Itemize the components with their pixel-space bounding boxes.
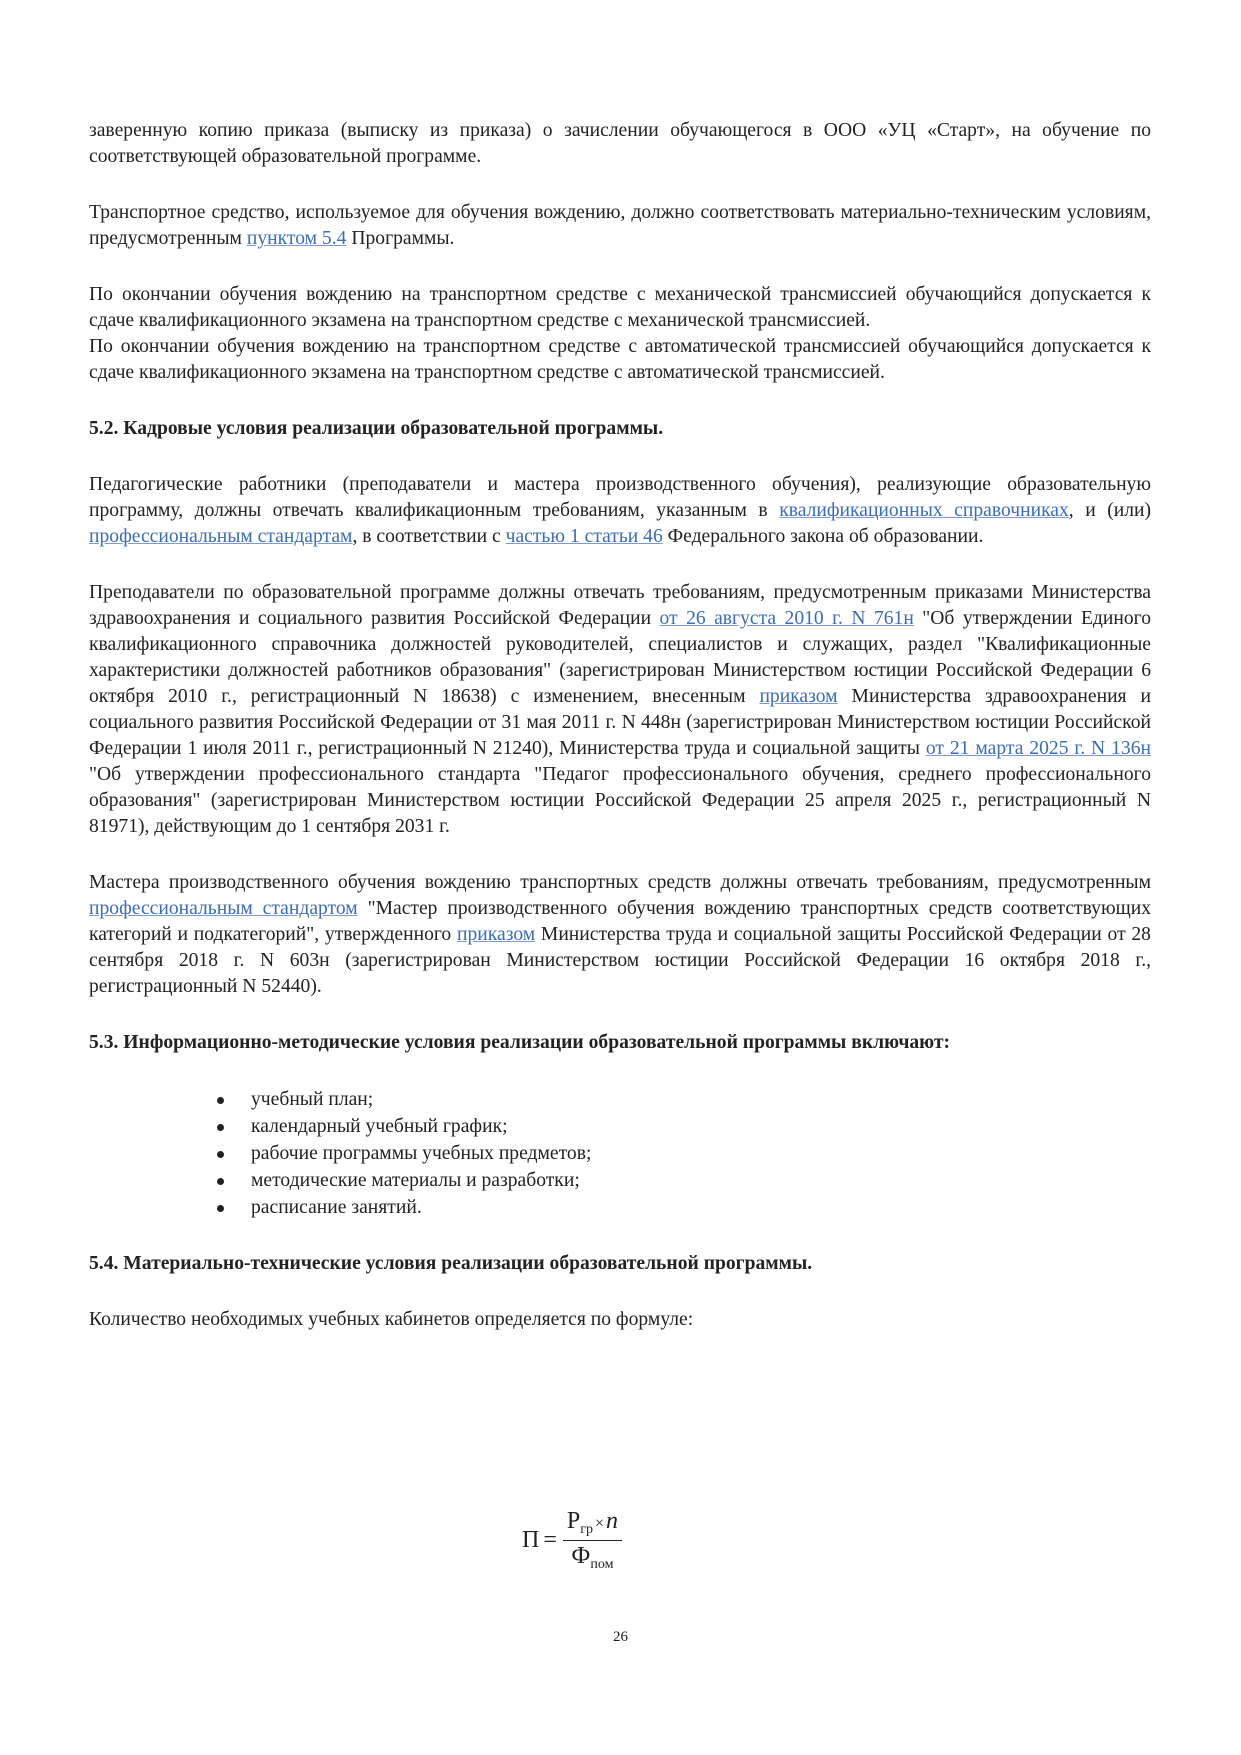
bullet-icon xyxy=(217,1097,224,1104)
link-order-603n[interactable]: приказом xyxy=(457,924,536,945)
paragraph-vehicle-requirements: Транспортное средство, используемое для обучения вождению, должно соответствовать материально-техническим условиям, предусмотренным пунктом 5.4 Программы. xyxy=(89,202,1151,249)
paragraph-automatic-transmission: По окончании обучения вождению на транспортном средстве с автоматической трансмиссией обучающийся допускается к сдаче квалификационного экзамена на транспортном средстве с автоматической трансмиссией. xyxy=(89,336,1151,383)
link-order-136n[interactable]: от 21 марта 2025 г. N 136н xyxy=(925,738,1151,759)
bullet-icon xyxy=(217,1151,224,1158)
paragraph-driving-masters: Мастера производственного обучения вождению транспортных средств должны отвечать требованиям, предусмотренным профессиональным стандартом "Мастер производственного обучения вождению транспортных средств соответствующих категорий и подкатегорий", утвержденного приказом Министерства труда и социальной защиты Российской Федерации от 28 сентября 2018 г. N 603н (зарегистрирован Министерством юстиции Российской Федерации 16 октября 2018 г., регистрационный N 52440). xyxy=(89,872,1151,997)
paragraph-teachers-requirements: Преподаватели по образовательной программе должны отвечать требованиям, предусмотренным приказами Министерства здравоохранения и социального развития Российской Федерации от 26 августа 2010 г. N 761н "Об утверждении Единого квалификационного справочника должностей руководителей, специалистов и служащих, раздел "Квалификационные характеристики должностей работников образования" (зарегистрирован Министерством юстиции Российской Федерации 6 октября 2010 г., регистрационный N 18638) с изменением, внесенным приказом Министерства здравоохранения и социального развития Российской Федерации от 31 мая 2011 г. N 448н (зарегистрирован Министерством юстиции Российской Федерации 1 июля 2011 г., регистрационный N 21240), Министерства труда и социальной защиты от 21 марта 2025 г. N 136н "Об утверждении профессионального стандарта "Педагог профессионального обучения, среднего профессионального образования" (зарегистрирован Министерством юстиции Российской Федерации 25 апреля 2025 г., регистрационный N 81971), действующим до 1 сентября 2031 г. xyxy=(89,582,1151,837)
link-order-761n[interactable]: от 26 августа 2010 г. N 761н xyxy=(659,608,914,629)
list-item: рабочие программы учебных предметов; xyxy=(217,1140,1151,1167)
bullet-icon xyxy=(217,1124,224,1131)
link-qualification-handbooks[interactable]: квалификационных справочниках xyxy=(779,500,1069,521)
info-methodical-list xyxy=(89,1086,1151,1221)
link-professional-standards[interactable]: профессиональным стандартам xyxy=(89,526,353,547)
link-order-amendment[interactable]: приказом xyxy=(759,686,838,707)
link-article-46-part-1[interactable]: частью 1 статьи 46 xyxy=(505,526,663,547)
formula-denominator: $Ф_{пом}$ xyxy=(571,1543,614,1572)
paragraph-enrollment-copy: заверенную копию приказа (выписку из приказа) о зачислении обучающегося в ООО «УЦ «Старт», на обучение по соответствующей образовательной программе. xyxy=(89,120,1151,167)
heading-section-5-2: 5.2. Кадровые условия реализации образовательной программы. xyxy=(89,418,664,439)
formula-numerator: $Р_{гр} \times n$ xyxy=(563,1508,622,1541)
link-section-5-4[interactable]: пунктом 5.4 xyxy=(246,228,347,249)
list-item: расписание занятий. xyxy=(217,1194,1151,1221)
classroom-formula: П = $\frac{Р_{гр} \times n}{Ф_{пом}}$ xyxy=(522,1508,622,1573)
paragraph-manual-transmission: По окончании обучения вождению на транспортном средстве с механической трансмиссией обучающийся допускается к сдаче квалификационного экзамена на транспортном средстве с механической трансмиссией. xyxy=(89,284,1151,331)
list-item: календарный учебный график; xyxy=(217,1113,1151,1140)
list-item: методические материалы и разработки; xyxy=(217,1167,1151,1194)
bullet-icon xyxy=(217,1205,224,1212)
document-page xyxy=(89,118,1151,1333)
paragraph-classroom-count: Количество необходимых учебных кабинетов определяется по формуле: xyxy=(89,1309,694,1330)
bullet-icon xyxy=(217,1178,224,1185)
page-number: 26 xyxy=(613,1629,628,1645)
heading-section-5-4: 5.4. Материально-технические условия реализации образовательной программы. xyxy=(89,1253,813,1274)
link-professional-standard[interactable]: профессиональным стандартом xyxy=(89,898,358,919)
paragraph-pedagogical-workers: Педагогические работники (преподаватели и мастера производственного обучения), реализующие образовательную программу, должны отвечать квалификационным требованиям, указанным в квалификационных справочниках, и (или) профессиональным стандартам, в соответствии с частью 1 статьи 46 Федерального закона об образовании. xyxy=(89,474,1151,547)
heading-section-5-3: 5.3. Информационно-методические условия реализации образовательной программы включают: xyxy=(89,1032,951,1053)
list-item: учебный план; xyxy=(217,1086,1151,1113)
formula-fraction xyxy=(563,1508,622,1573)
